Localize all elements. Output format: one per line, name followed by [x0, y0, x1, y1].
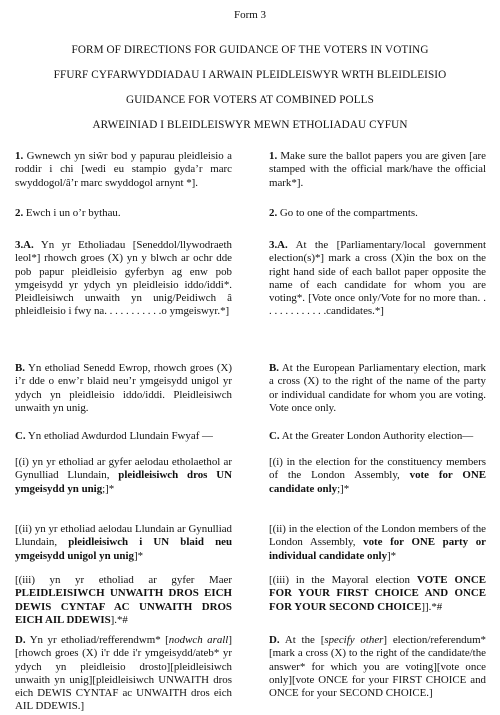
- item-text: ] election/referendum* [mark a cross (X) to the right of the candidate/the answer* for which you are voting][vote once only][vote ONCE for your FIRST CHOICE and ONCE for your SECOND CHOICE.]: [269, 634, 486, 700]
- item-emphasis: VOTE ONCE FOR YOUR FIRST CHOICE AND ONCE FOR YOUR SECOND CHOICE: [269, 574, 486, 613]
- welsh-item-2: [15, 207, 232, 220]
- item-text: [(i) in the election for the constituency members of the London Assembly,: [269, 456, 486, 482]
- item-text: Yn etholiad Senedd Ewrop, rhowch groes (X) i’r dde o enw’r blaid neu’r ymgeisydd unigol yr ydych yn pleidleisio iddo/iddi. Pleidleisiwch unwaith yn unig.: [15, 362, 232, 414]
- item-text: At the [: [284, 634, 325, 646]
- item-text: ].*#: [110, 613, 128, 626]
- english-item-c-iii: [269, 574, 486, 614]
- welsh-item-3a: [15, 239, 232, 319]
- item-emphasis: pleidleisiwch i UN blaid neu ymgeisydd unigol yn unig: [15, 536, 233, 562]
- item-text: Make sure the ballot papers you are given [are stamped with the official mark/have the official mark*].: [269, 150, 486, 189]
- english-item-d: [269, 634, 486, 700]
- item-number: D.: [269, 634, 280, 646]
- item-text: Yn yr etholiad/refferendwm* [: [29, 634, 169, 646]
- item-text: ]*: [387, 549, 397, 562]
- item-text: At the [Parliamentary/local government election(s)*] mark a cross (X)in the box on the right hand side of each ballot paper opposite the name of each candidate for whom you are voting*. [Vote once only/Vote for no more than. . . . . . . . . . . . .candidates.*]: [269, 239, 486, 318]
- form-number: Form 3: [233, 9, 267, 21]
- item-text: ;]*: [102, 482, 115, 495]
- item-number: 1.: [15, 150, 24, 162]
- item-text: [(ii) yn yr etholiad aelodau Llundain ar Gynulliad Llundain,: [15, 523, 232, 549]
- item-text: [(iii) in the Mayoral election: [269, 574, 417, 586]
- item-text: Yn yr Etholiadau [Seneddol/llywodraeth leol*] rhowch groes (X) yn y blwch ar ochr dde pob papur pleidleisio gyferbyn ag enw pob ymgeisydd yr ydych yn pleidleisio iddo/iddi*. Pleidleisiwch unwaith yn unig/Peidiwch â phleidleisio i fwy na. . . . . . . . . . .o ymgeiswyr.*]: [15, 239, 232, 318]
- item-italic: specify other: [324, 634, 384, 646]
- item-italic: nodwch arall: [168, 634, 229, 646]
- item-text: [(ii) in the election of the London members of the London Assembly,: [269, 523, 486, 549]
- item-number: 2.: [269, 207, 278, 219]
- item-number: D.: [15, 634, 26, 646]
- english-item-2: [269, 207, 486, 220]
- heading-welsh-directions: FFURF CYFARWYDDIADAU I ARWAIN PLEIDLEISWYR WRTH BLEIDLEISIO: [53, 69, 447, 81]
- item-text: Ewch i un o’r bythau.: [25, 207, 121, 219]
- item-number: 1.: [269, 150, 278, 162]
- item-number: C.: [15, 430, 26, 442]
- welsh-item-c-ii: [15, 523, 232, 563]
- item-number: C.: [269, 430, 280, 442]
- item-text: Gwnewch yn siŵr bod y papurau pleidleisio a roddir i chi [wedi eu stampio gyda’r marc swyddogol/â’r marc swyddogol arnynt *].: [15, 150, 232, 189]
- item-text: ;]*: [337, 482, 350, 495]
- item-emphasis: pleidleisiwch dros UN ymgeisydd yn unig: [15, 469, 232, 495]
- item-emphasis: vote for ONE party or individual candidate only: [269, 536, 486, 562]
- item-text: At the European Parliamentary election, mark a cross (X) to the right of the name of the party or individual candidate for whom you are voting. Vote once only.: [269, 362, 486, 414]
- english-item-c-i: [269, 456, 486, 496]
- english-item-1: [269, 150, 486, 190]
- item-text: ]].*#: [421, 600, 443, 613]
- item-text: [(iii) yn yr etholiad ar gyfer Maer: [15, 574, 232, 586]
- heading-combined-polls: GUIDANCE FOR VOTERS AT COMBINED POLLS: [126, 94, 374, 106]
- item-text: Yn etholiad Awdurdod Llundain Fwyaf —: [27, 430, 213, 442]
- welsh-item-c-i: [15, 456, 232, 496]
- welsh-item-d: [15, 634, 232, 714]
- item-number: 3.A.: [269, 239, 288, 251]
- heading-directions: FORM OF DIRECTIONS FOR GUIDANCE OF THE VOTERS IN VOTING: [71, 44, 429, 56]
- welsh-item-b: [15, 362, 232, 415]
- english-item-c-ii: [269, 523, 486, 563]
- welsh-item-c-iii: [15, 574, 232, 627]
- item-text: [(i) yn yr etholiad ar gyfer aelodau etholaethol ar Gynulliad Llundain,: [15, 456, 232, 482]
- item-emphasis: PLEIDLEISIWCH UNWAITH DROS EICH DEWIS CYNTAF AC UNWAITH DROS EICH AIL DDEWIS: [15, 587, 232, 626]
- english-item-3a: [269, 239, 486, 319]
- welsh-item-1: [15, 150, 232, 190]
- item-text: ] [rhowch groes (X) i'r dde i'r ymgeisydd/ateb* yr ydych yn pleidleisio drosto][pleidleisiwch unwaith yn unig][pleidleisiwch UNWAITH dros eich DEWIS CYNTAF ac UNWAITH dros eich AIL DDEWIS.]: [15, 634, 232, 713]
- item-number: 2.: [15, 207, 24, 219]
- item-text: ]*: [133, 549, 144, 562]
- item-text: At the Greater London Authority election—: [281, 430, 474, 442]
- item-number: B.: [269, 362, 279, 374]
- item-text: Go to one of the compartments.: [279, 207, 418, 219]
- english-item-c: [269, 430, 486, 443]
- english-item-b: [269, 362, 486, 415]
- heading-welsh-combined-polls: ARWEINIAD I BLEIDLEISWYR MEWN ETHOLIADAU CYFUN: [92, 119, 408, 131]
- welsh-item-c: [15, 430, 232, 443]
- item-number: B.: [15, 362, 25, 374]
- item-number: 3.A.: [15, 239, 34, 251]
- item-emphasis: vote for ONE candidate only: [269, 469, 487, 495]
